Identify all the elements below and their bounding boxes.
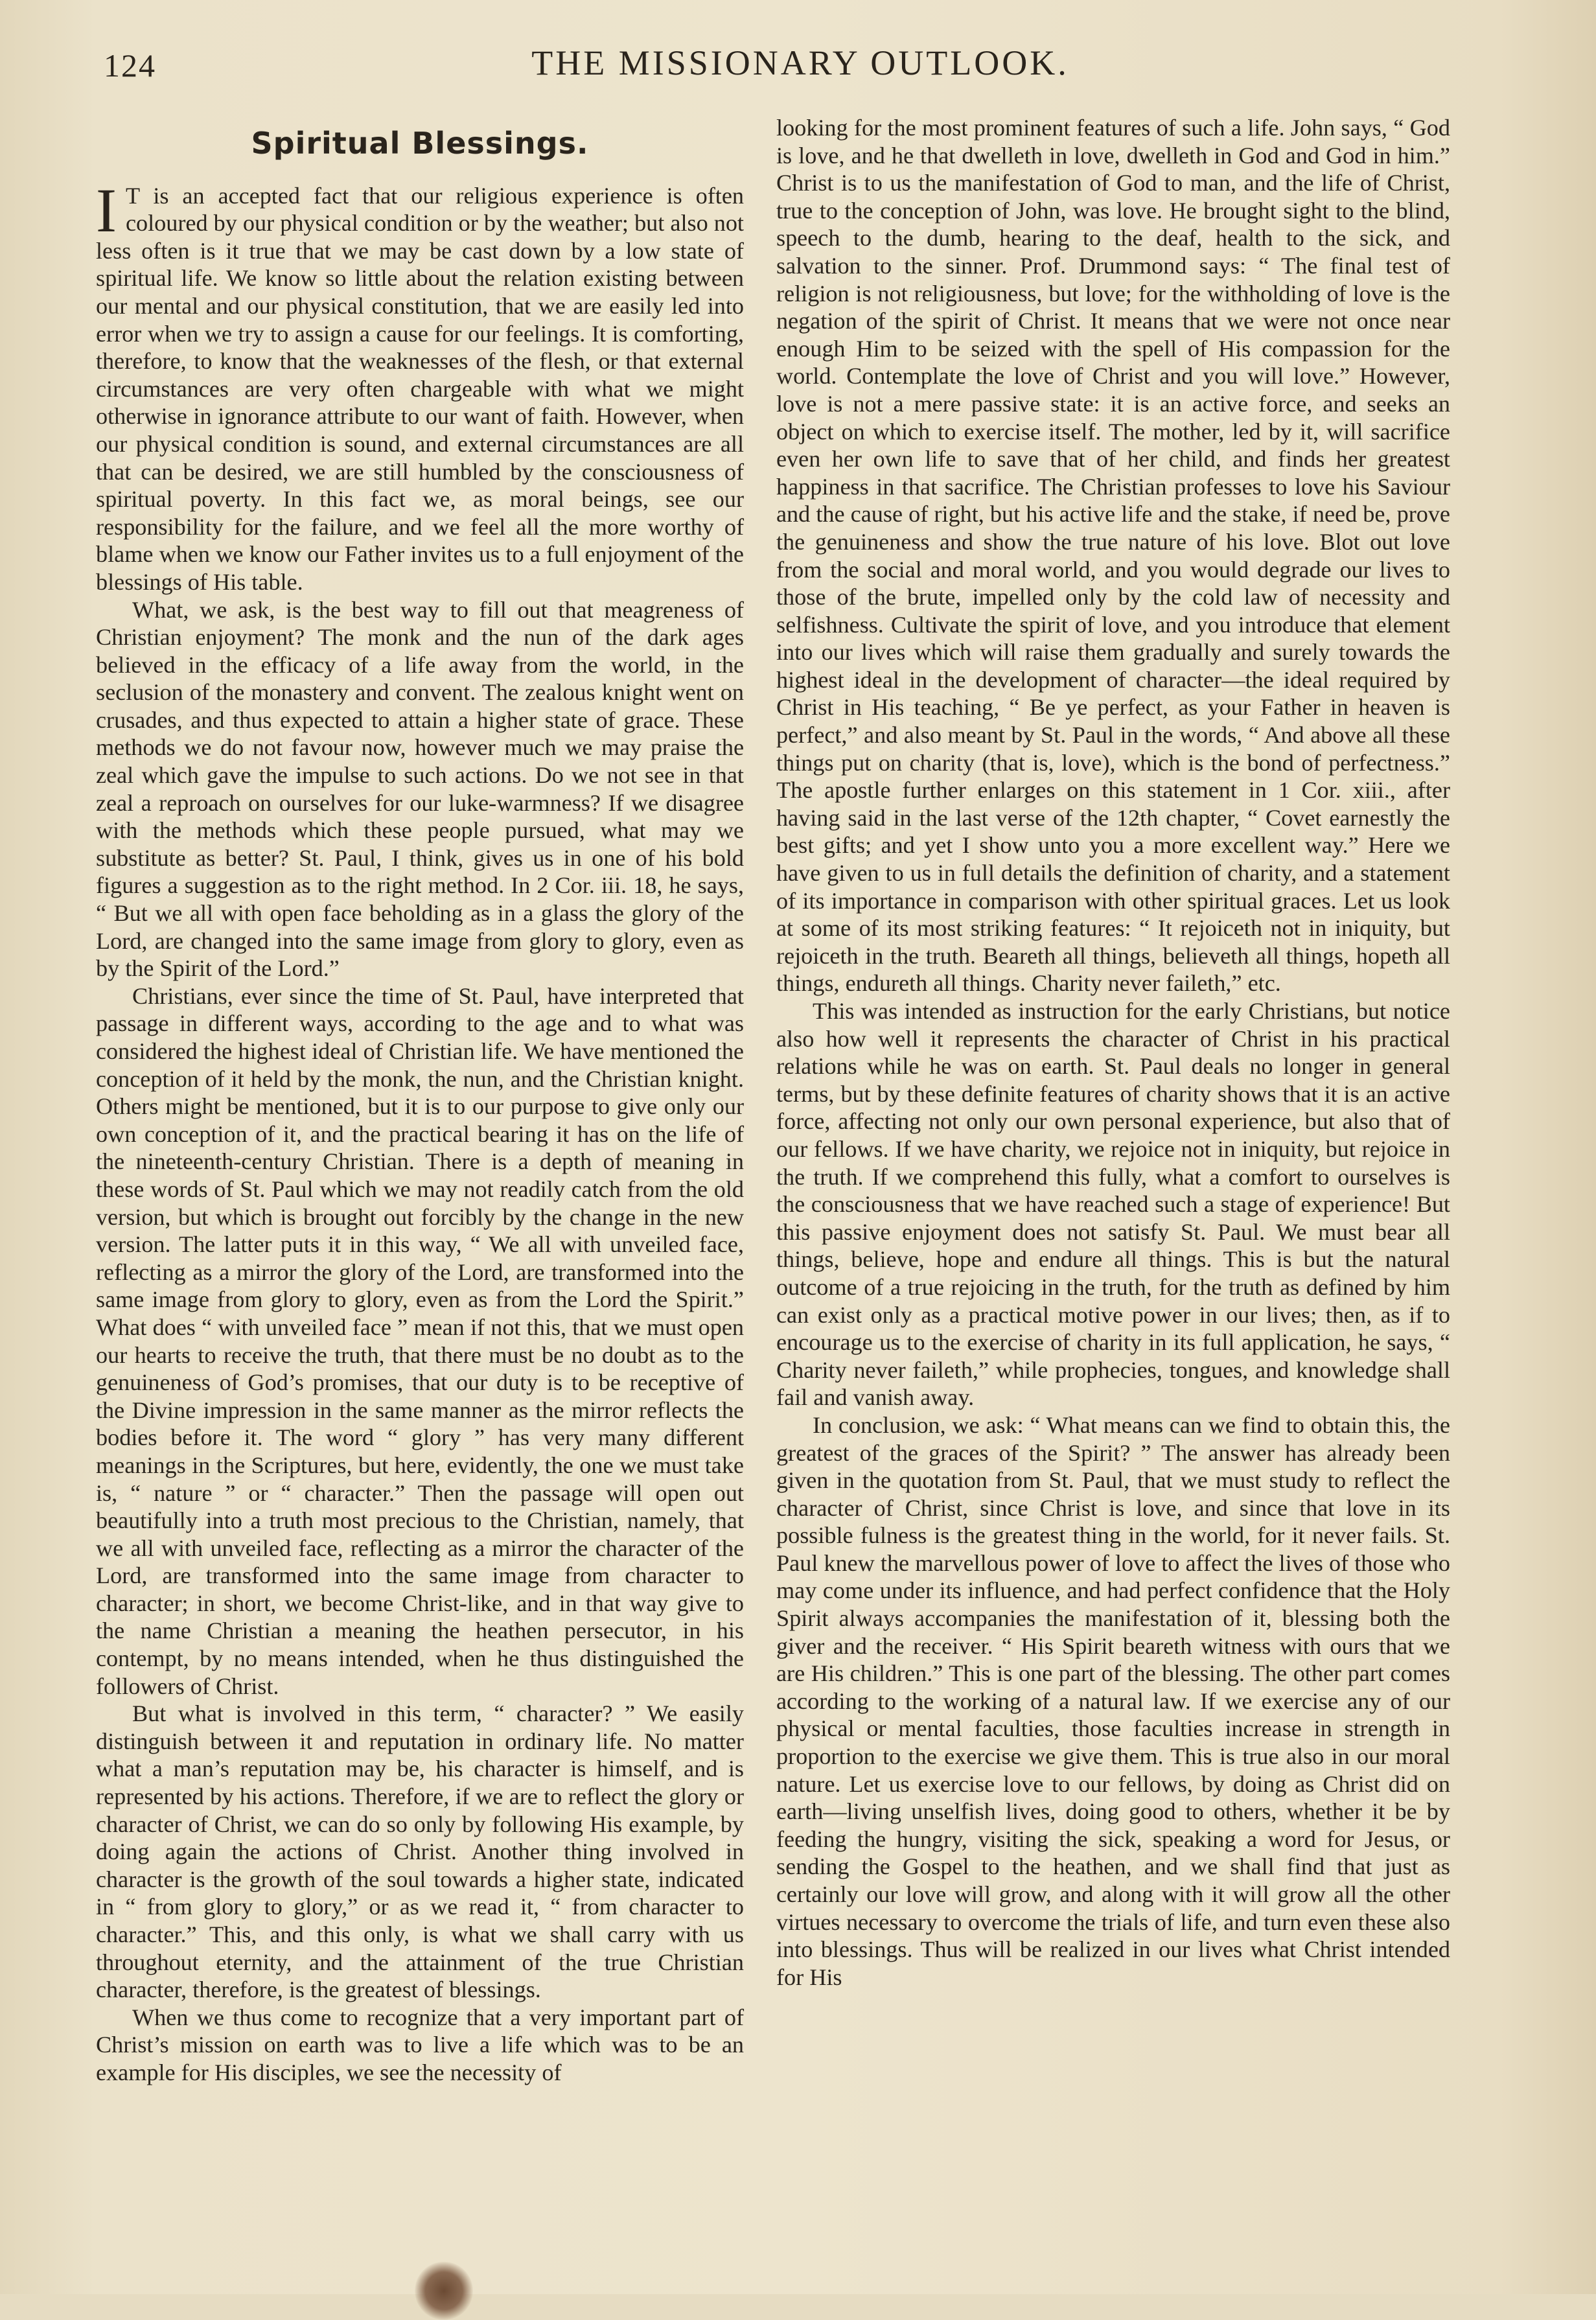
article-title: Spiritual Blessings.	[251, 126, 589, 161]
page-number: 124	[104, 47, 156, 84]
paragraph: This was intended as instruction for the early Christians, but notice also how well it represents the character of Christ in his practical relations while he was on earth. St. Paul deals no longer in general terms, but by these definite features of charity shows that it is an active force, affecting not only our own personal experience, but also that of our fellows. If we have charity, we rejoice not in iniquity, but rejoice in the truth. If we comprehend this fully, what a comfort to ourselves is the consciousness that we have reached such a stage of experience! But this passive enjoyment does not satisfy St. Paul. We must bear all things, believe, hope and endure all things. This is but the natural outcome of a true rejoicing in the truth, for the truth as defined by him can exist only as a practical motive power in our lives; then, as if to encourage us to the exercise of charity in its full application, he says, “ Charity never faileth,” while prophecies, tongues, and knowledge shall fail and vanish away.	[776, 998, 1450, 1411]
paragraph: looking for the most prominent features of such a life. John says, “ God is love, and he that dwelleth in love, dwelleth in God and God in him.” Christ is to us the manifestation of God to man, and the life of Christ, true to the conception of John, was love. He brought sight to the blind, speech to the dumb, hearing to the deaf, health to the sick, and salvation to the sinner. Prof. Drummond says: “ The final test of religion is not religiousness, but love; for the withholding of love is the negation of the spirit of Christ. It means that we were not once near enough Him to be seized with the spell of His compassion for the world. Contemplate the love of Christ and you will love.” However, love is not a mere passive state: it is an active force, and seeks an object on which to exercise itself. The mother, led by it, will sacrifice even her own life to save that of her child, and finds her greatest happiness in that sacrifice. The Christian professes to love his Saviour and the cause of right, but his active life and the stake, if need be, prove the genuineness and show the true nature of his love. Blot out love from the social and moral world, and you would degrade our lives to those of the brute, impelled only by the cold law of necessity and selfishness. Cultivate the spirit of love, and you introduce that element into our lives which will raise them gradually and surely towards the highest ideal in the development of character—the ideal required by Christ in His teaching, “ Be ye perfect, as your Father in heaven is perfect,” and also meant by St. Paul in the words, “ And above all these things put on charity (that is, love), which is the bond of perfectness.” The apostle further enlarges on this statement in 1 Cor. xiii., after having said in the last verse of the 12th chapter, “ Covet earnestly the best gifts; and yet I show unto you a more excellent way.” Here we have given to us in full details the definition of charity, and a statement of its importance in comparison with other spiritual graces. Let us look at some of its most striking features: “ It rejoiceth not in iniquity, but rejoiceth in the truth. Beareth all things, believeth all things, hopeth all things, endureth all things. Charity never faileth,” etc.	[776, 115, 1450, 997]
page-header	[104, 43, 1497, 88]
paragraph: What, we ask, is the best way to fill out that meagreness of Christian enjoyment? The monk and the nun of the dark ages believed in the efficacy of a life away from the world, in the seclusion of the monastery and convent. The zealous knight went on crusades, and thus expected to attain a higher state of grace. These methods we do not favour now, however much we may praise the zeal which gave the impulse to such actions. Do we not see in that zeal a reproach on ourselves for our luke-warmness? If we disagree with the methods which these people pursued, what may we substitute as better? St. Paul, I think, gives us in one of his bold figures a suggestion as to the right method. In 2 Cor. iii. 18, he says, “ But we all with open face beholding as in a glass the glory of the Lord, are changed into the same image from glory to glory, even as by the Spirit of the Lord.”	[96, 596, 744, 982]
paragraph: Christians, ever since the time of St. Paul, have interpreted that passage in different ways, according to the age and to what was considered the highest ideal of Christian life. We have mentioned the conception of it held by the monk, the nun, and the Christian knight. Others might be mentioned, but it is to our purpose to give only our own conception of it, and the practical bearing it has on the life of the nineteenth-century Christian. There is a depth of meaning in these words of St. Paul which we may not readily catch from the old version, but which is brought out forcibly by the change in the new version. The latter puts it in this way, “ We all with unveiled face, reflecting as a mirror the glory of the Lord, are transformed into the same image from glory to glory, even as from the Lord the Spirit.” What does “ with unveiled face ” mean if not this, that we must open our hearts to receive the truth, that there must be no doubt as to the genuineness of God’s promises, that our duty is to be receptive of the Divine impression in the same manner as the mirror reflects the bodies before it. The word “ glory ” has very many different meanings in the Scriptures, but here, evidently, the one we must take is, “ nature ” or “ character.” Then the passage will open out beautifully into a truth most precious to the Christian, namely, that we all with unveiled face, reflecting as a mirror the character of the Lord, are transformed into the same image from character to character; in short, we become Christ-like, and in that way give to the name Christian a meaning the heathen persecutor, in his contempt, by no means intended, when he thus distinguished the followers of Christ.	[96, 982, 744, 1699]
binding-shadow	[415, 2262, 473, 2320]
running-title: THE MISSIONARY OUTLOOK.	[531, 43, 1069, 82]
paragraph: But what is involved in this term, “ character? ” We easily distinguish between it and reputation in ordinary life. No matter what a man’s reputation may be, his character is himself, and is represented by his actions. Therefore, if we are to reflect the glory or character of Christ, we can do so only by following His example, by doing again the actions of Christ. Another thing involved in character is the growth of the soul towards a higher state, indicated in “ from glory to glory,” or as we read it, “ from character to character.” This, and this only, is what we shall carry with us throughout eternity, and the attainment of the true Christian character, therefore, is the greatest of blessings.	[96, 1700, 744, 2003]
paragraph: In conclusion, we ask: “ What means can we find to obtain this, the greatest of the graces of the Spirit? ” The answer has already been given in the quotation from St. Paul, that we must study to reflect the character of Christ, since Christ is love, and since that love in its possible fulness is the greatest thing in the world, for it never fails. St. Paul knew the marvellous power of love to affect the lives of those who may come under its influence, and had perfect confidence that the Holy Spirit always accompanies the manifestation of it, blessing both the giver and the receiver. “ His Spirit beareth witness with ours that we are His children.” This is one part of the blessing. The other part comes according to the working of a natural law. If we exercise any of our physical or mental faculties, those faculties increase in strength in proportion to the exercise we give them. This is true also in our moral nature. Let us exercise love to our fellows, by doing as Christ did on earth—living unselfish lives, doing good to others, whether it be by feeding the hungry, visiting the sick, speaking a word for Jesus, or sending the Gospel to the heathen, and we shall find that just as certainly our love will grow, and along with it will grow all the other virtues necessary to overcome the trials of life, and turn even these also into blessings. Thus will be realized in our lives what Christ intended for His	[776, 1411, 1450, 1990]
left-column	[96, 115, 744, 2087]
right-column	[776, 114, 1450, 1991]
paragraph: When we thus come to recognize that a very important part of Christ’s mission on earth was to live a life which was to be an example for His disciples, we see the necessity of	[96, 2004, 744, 2085]
paragraph: IT is an accepted fact that our religious experience is often coloured by our physical condition or by the weather; but also not less often is it true that we may be cast down by a low state of spiritual life. We know so little about the relation existing between our mental and our physical constitution, that we are easily led into error when we try to assign a cause for our feelings. It is comforting, therefore, to know that the weaknesses of the flesh, or that external circumstances are very often chargeable with what we might otherwise in ignorance attribute to our want of faith. However, when our physical condition is sound, and external circumstances are all that can be desired, we are still humbled by the consciousness of spiritual poverty. In this fact we, as moral beings, see our responsibility for the failure, and we feel all the more worthy of blame when we know our Father invites us to a full enjoyment of the blessings of His table.	[96, 175, 744, 595]
